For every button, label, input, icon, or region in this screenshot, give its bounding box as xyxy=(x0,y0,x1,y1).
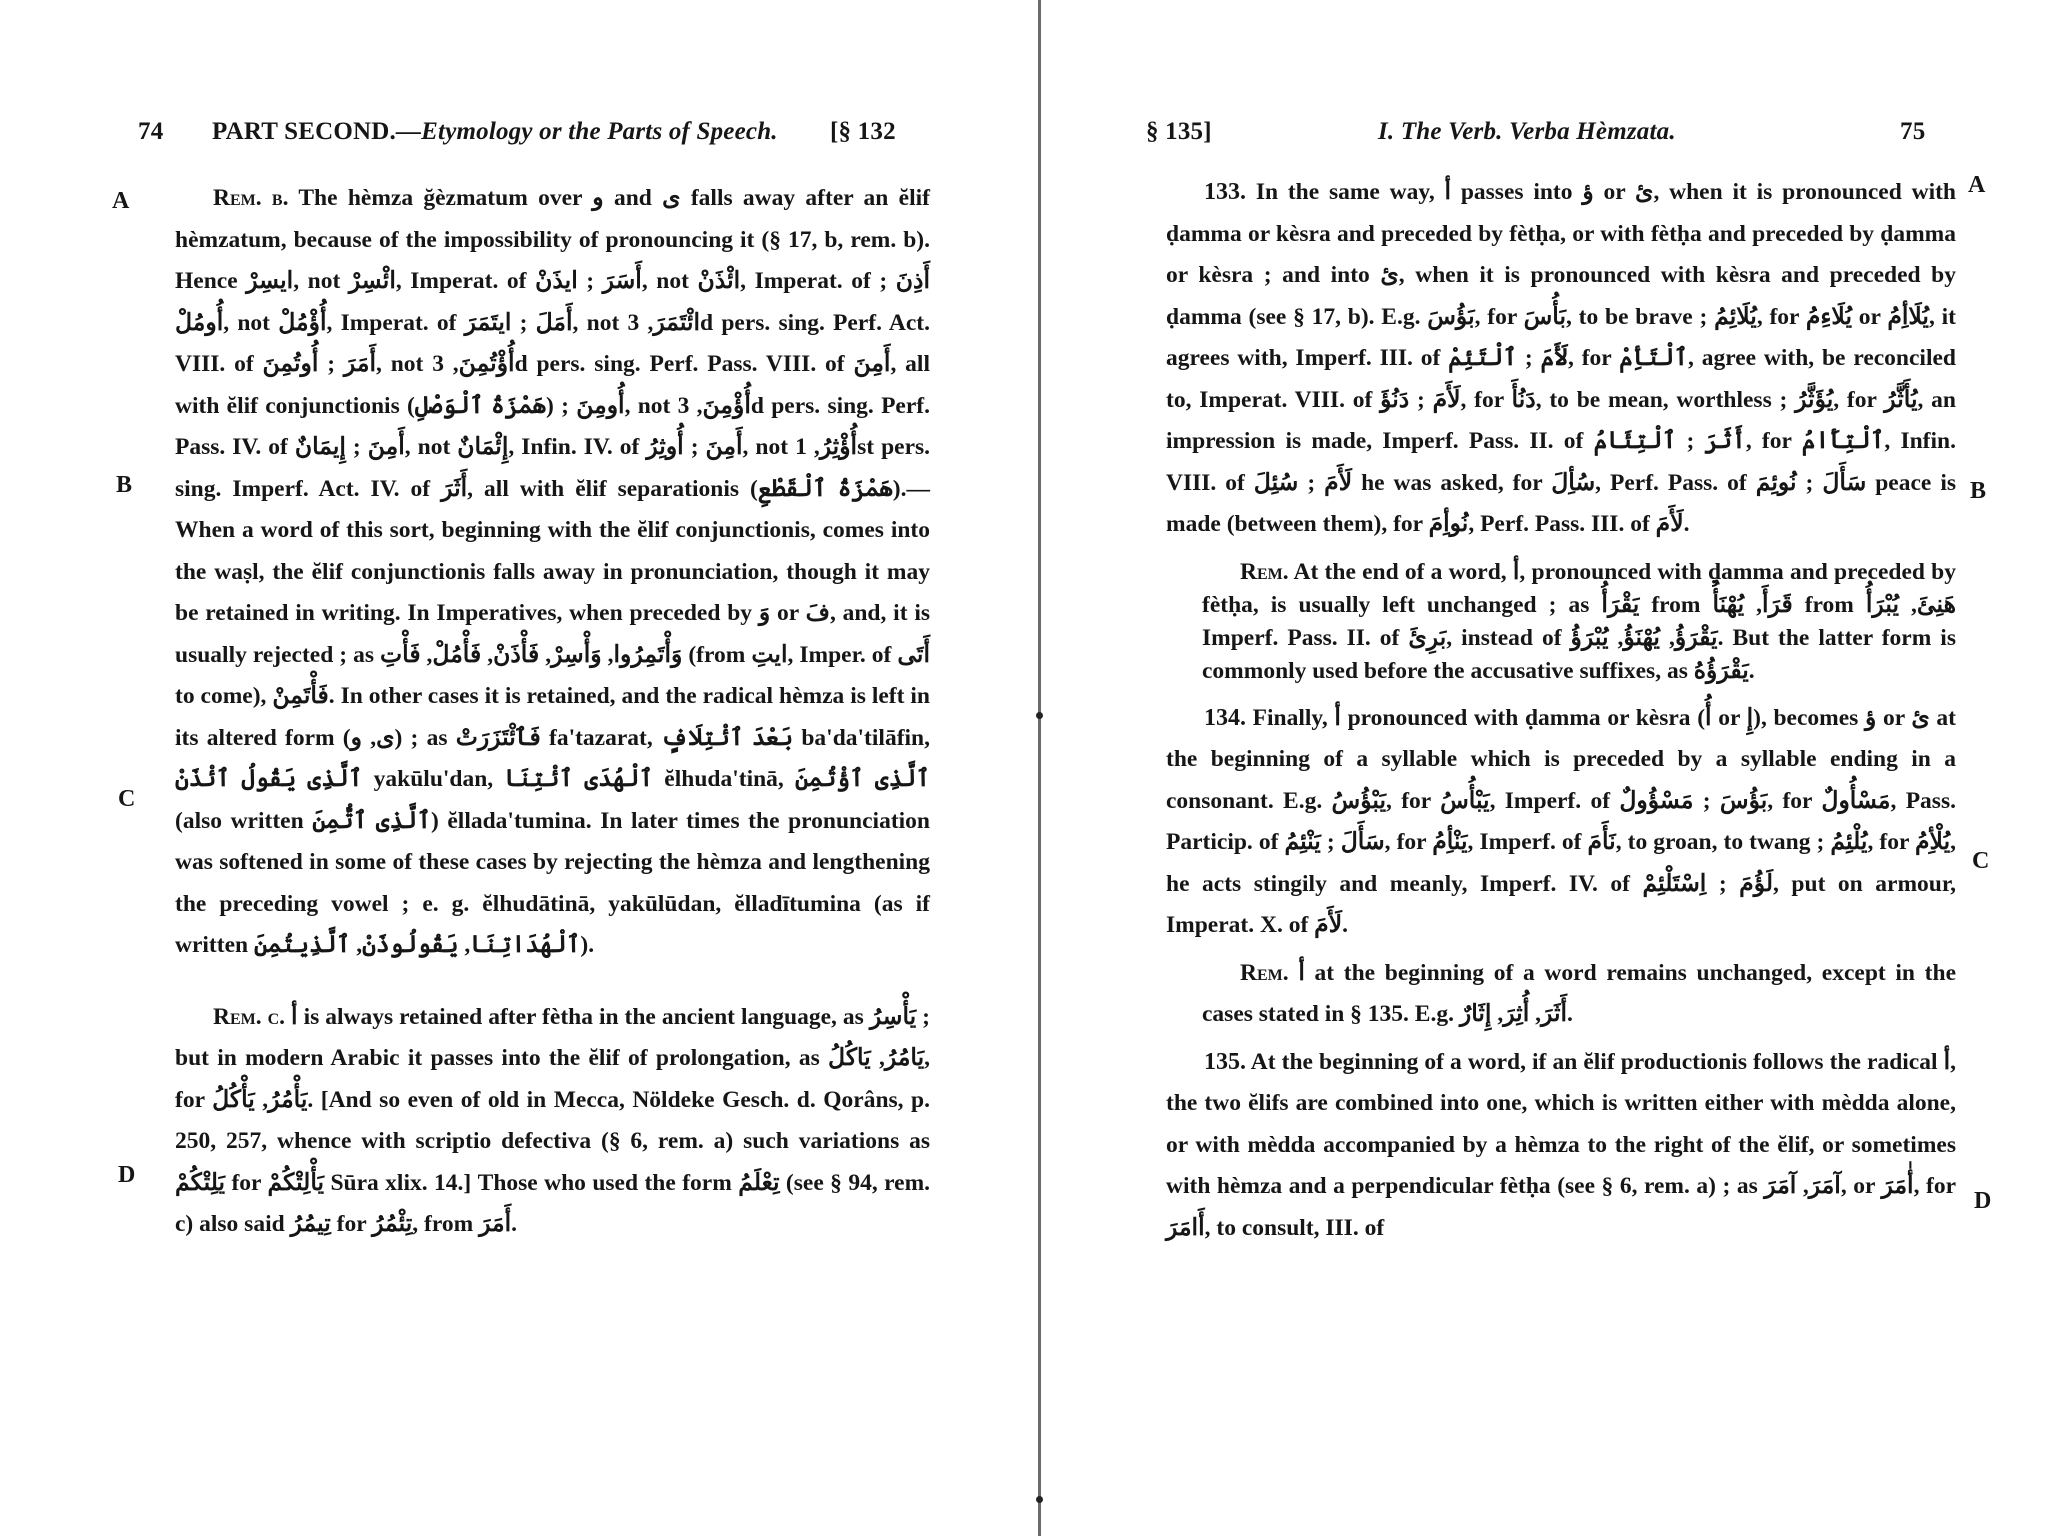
part-label: PART SECOND. xyxy=(212,118,396,145)
paragraph-135-number: 135. xyxy=(1204,1048,1246,1075)
paragraph-134-text: Finally, أ pronounced with ḍamma or kèsra (أُ or إِ), becomes ؤ or ئ at the beginning of a syllable which is preceded by a syllable ending in a consonant. E.g. يَبْؤُسُ, for يَبْأُسُ, Imperf. of بَؤُسَ ; مَسْؤُولٌ, for مَسْأُولٌ, Pass. Particip. of سَأَلَ ; يَنْئِمُ, for يَنْأِمُ, Imperf. of نَأَمَ, to groan, to twang ; يُلْئِمُ, for يُلْأِمُ, he acts stingily and meanly, Imperf. IV. of لَؤُمَ ; اِسْتَلْئِمْ, put on armour, Imperat. X. of لَأَمَ. xyxy=(1166,704,1956,938)
paragraph-135-text: At the beginning of a word, if an ĕlif productionis follows the radical أ, the two ĕlifs are combined into one, which is written either with mèdda alone, or with mèdda accompanied by a hèmza to the right of the ĕlif, or sometimes with hèmza and a perpendicular fètḥa (see § 6, rem. a) ; as آمَرَ, آمَرَ, or أٰمَرَ, for أَامَرَ, to consult, III. of xyxy=(1166,1048,1956,1241)
book-spine xyxy=(1038,0,1041,1536)
left-column-text xyxy=(175,178,930,1252)
paragraph-133-text: In the same way, أ passes into ؤ or ئ, when it is pronounced with ḍamma or kèsra and preceded by fètḥa, or with fètḥa and preceded by ḍamma or kèsra ; and into ئ, when it is pronounced with kèsra and preceded by ḍamma (see § 17, b). E.g. بَؤُسَ, for بَأُسَ, to be brave ; يُلَائِمُ, for يُلَاءِمُ or يُلَاأِمُ, it agrees with, Imperf. III. of لَأَمَ ; ٱلْتَئِمْ, for ٱلْتَأِمْ, agree with, be reconciled to, Imperat. VIII. of لَأَمَ ; دَنُؤَ, for دَنُأَ, to be mean, worthless ; يُؤَثَّرُ, for يُأَثَّرُ, an impression is made, Imperf. Pass. II. of أَثَرَ ; ٱلْتِئَامُ, for ٱلْتِأَامُ, Infin. VIII. of لَأَمَ ; سُئِلَ he was asked, for سُأِلَ, Perf. Pass. of سَأَلَ ; نُوئِمَ peace is made (between them), for نُوأِمَ, Perf. Pass. III. of لَأَمَ. xyxy=(1166,179,1956,537)
right-chapter-title: I. The Verb. Verba Hèmzata. xyxy=(1378,118,1676,145)
spine-dot xyxy=(1036,712,1043,719)
remark-133-text: At the end of a word, أ, pronounced with ḍamma and preceded by fètḥa, is usually left unchanged ; as يَقْرَأُ from قَرَأَ, يُهْنَأُ from هَنِئَ, يُبْرَأُ Imperf. Pass. II. of بَرِئَ, instead of يَقْرَؤُ, يُهْنَؤُ, يُبْرَؤُ. But the latter form is commonly used before the accusative suffixes, as يَقْرَؤُهُ. xyxy=(1202,558,1956,684)
margin-mark-a: A xyxy=(1968,172,1986,198)
margin-mark-c: C xyxy=(1972,848,1990,874)
remark-c-text: أ is always retained after fètha in the ancient language, as يَأْسِرُ ; but in modern Arabic it passes into the ĕlif of prolongation, as يَامُرُ, يَاكُلُ, for يَأْمُرُ, يَأْكُلُ. [And so even of old in Mecca, Nöldeke Gesch. d. Qorâns, p. 250, 257, whence with scriptio defectiva (§ 6, rem. a) such variations as يَلِتْكُمْ for يَأْلِتْكُمْ Sūra xlix. 14.] Those who used the form تِعْلَمُ (see § 94, rem. c) also said تِيمُرُ for تِئْمُرُ, from أَمَرَ. xyxy=(175,1003,931,1237)
remark-b-label: Rem. b. xyxy=(213,185,289,211)
paragraph-134 xyxy=(1166,698,1956,947)
paragraph-133-number: 133. xyxy=(1204,179,1246,205)
remark-b xyxy=(175,178,930,967)
remark-c xyxy=(175,997,930,1246)
remark-b-text: The hèmza ğèzmatum over و and ى falls away after an ĕlif hèmzatum, because of the impossibility of pronouncing it (§ 17, b, rem. b). Hence ايسِرْ, not ائْسِرْ, Imperat. of أَسَرَ ; ايذَنْ, not ائْذَنْ, Imperat. of أَذِنَ ; أُومُلْ, not أُؤْمُلْ, Imperat. of أَمَلَ ; ايتَمَرَ, not ائْتَمَرَ, 3d pers. sing. Perf. Act. VIII. of أَمَرَ ; أُوتُمِنَ, not أُؤْتُمِنَ, 3d pers. sing. Perf. Pass. VIII. of أَمِنَ, all with ĕlif conjunctionis (هَمْزَةُ ٱلْوَصْلِ) ; أُومِنَ, not أُؤْمِنَ, 3d pers. sing. Perf. Pass. IV. of أَمِنَ ; إِيمَانٌ, not إِئْمَانٌ, Infin. IV. of أَمِنَ ; أُوثِرُ, not أُؤْثِرُ, 1st pers. sing. Imperf. Act. IV. of أَثَرَ, all with ĕlif separationis (هَمْزَةُ ٱلْقَطْعِ).—When a word of this sort, beginning with the ĕlif conjunctionis, comes into the waṣl, the ĕlif conjunctionis falls away in pronunciation, though it may be retained in writing. In Imperatives, when preceded by وَ or فَ, and, it is usually rejected ; as وَأْتَمِرُوا, وَأْسِرْ, فَأْذَنْ, فَأْمُلْ, فَأْتِ (from ايتِ, Imper. of أَتَى to come), فَأْتَمِنْ. In other cases it is retained, and the radical hèmza is left in its altered form (ى, و) ; as فَٱئْتَزَرَتْ fa'tazarat, بَعْدَ ٱئْتِلَافٍ ba'da'tilāfin, ٱلَّذِى يَقُولُ ٱئْذَنْ yakūlu'dan, ٱلْهُدَى ٱئْتِنَا ĕlhuda'tinā, ٱلَّذِى ٱؤْتُمِنَ (also written ٱلَّذِى ٱتُّمِنَ) ĕllada'tumina. In later times the pronunciation was softened in some of these cases by rejecting the hèmza and lengthening the preceding vowel ; e. g. ĕlhudātinā, yakūlūdan, ĕlladītumina (as if written ٱلْهُدَاتِنَا, يَقُولُوذَنْ, ٱلَّذِيتُمِنَ). xyxy=(175,185,931,958)
remark-134-text: أ at the beginning of a word remains unchanged, except in the cases stated in § 135. E.g. أَثَرَ, أُثِرَ, إِثَارٌ. xyxy=(1202,959,1956,1027)
margin-mark-d: D xyxy=(1974,1188,1992,1214)
margin-mark-c: C xyxy=(118,786,136,812)
remark-c-label: Rem. c. xyxy=(213,1003,286,1030)
right-column-text xyxy=(1166,172,1956,1255)
margin-mark-b: B xyxy=(1970,478,1987,504)
margin-mark-d: D xyxy=(118,1162,136,1188)
spine-dot xyxy=(1036,1496,1043,1503)
right-section-ref: § 135] xyxy=(1146,118,1212,145)
remark-134 xyxy=(1202,953,1956,1036)
paragraph-135 xyxy=(1166,1042,1956,1250)
remark-133 xyxy=(1202,556,1956,688)
right-page xyxy=(1048,0,2048,1536)
remark-133-label: Rem. xyxy=(1240,558,1289,585)
left-section-ref: [§ 132 xyxy=(830,118,896,145)
paragraph-133 xyxy=(1166,172,1956,546)
right-page-number: 75 xyxy=(1900,118,1926,145)
left-page-number: 74 xyxy=(138,118,164,145)
margin-mark-a: A xyxy=(112,188,130,214)
margin-mark-b: B xyxy=(116,472,133,498)
chapter-title: —Etymology or the Parts of Speech. xyxy=(395,118,778,145)
remark-134-label: Rem. xyxy=(1240,959,1289,986)
paragraph-134-number: 134. xyxy=(1204,704,1246,731)
